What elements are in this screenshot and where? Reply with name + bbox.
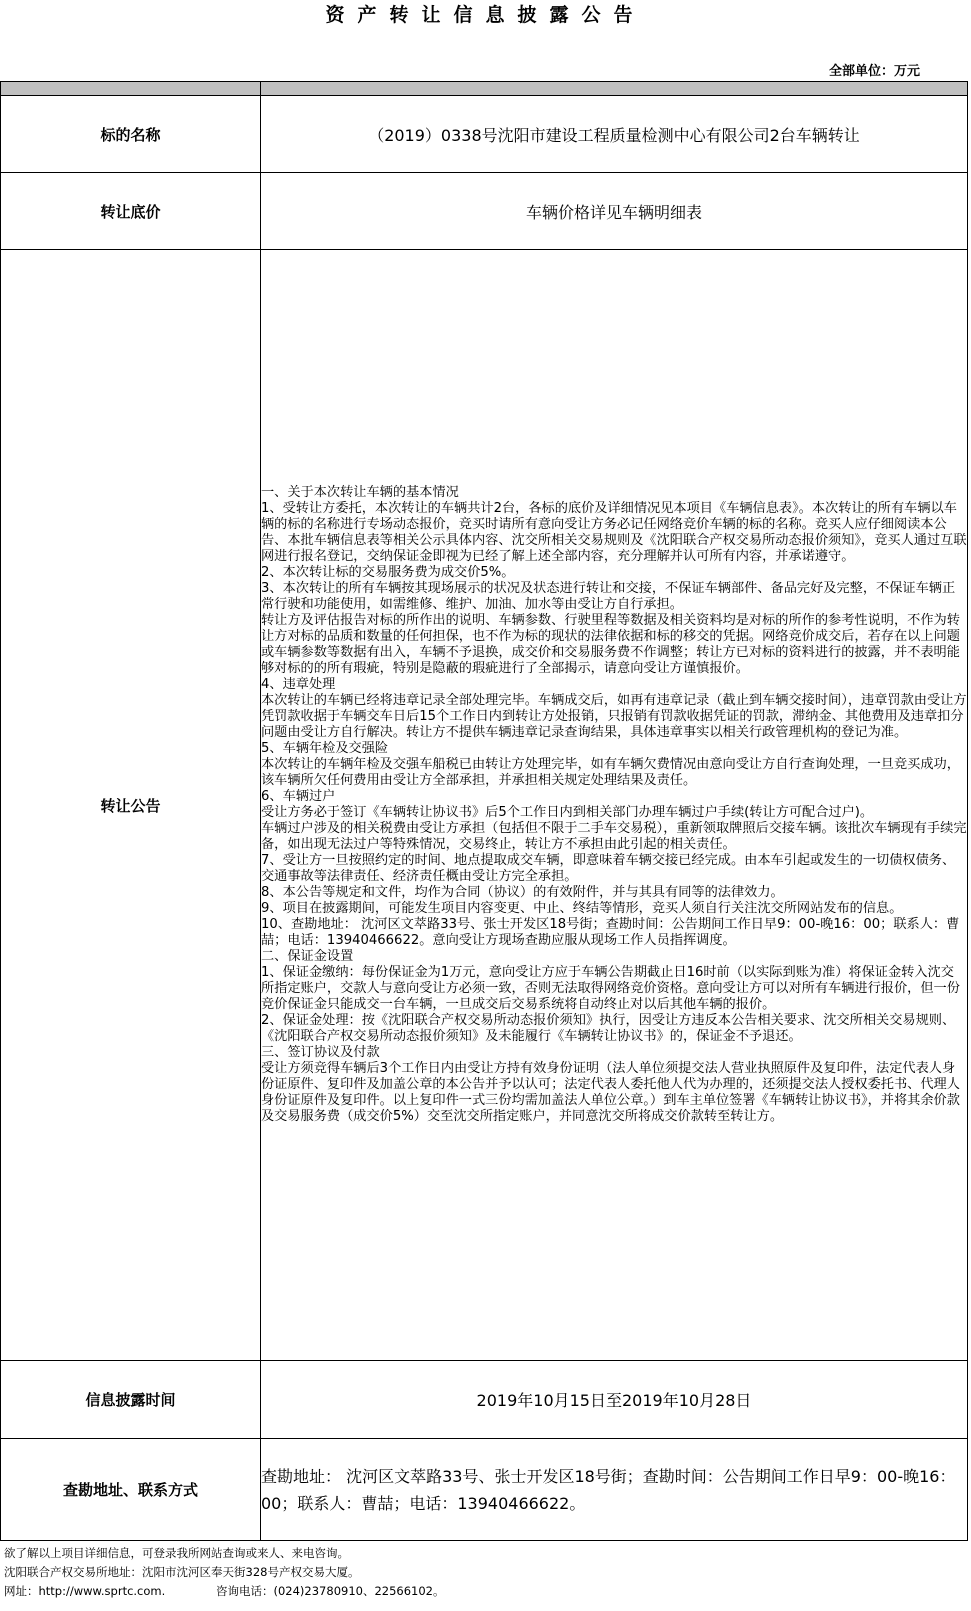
notice-paragraph: 7、受让方一旦按照约定的时间、地点提取成交车辆，即意味着车辆交接已经完成。由本车引起或发生的一切债权债务、交通事故等法律责任、经济责任概由受让方完全承担。 (261, 853, 956, 884)
notice-paragraph: 1、受转让方委托，本次转让的车辆共计2台，各标的底价及详细情况见本项目《车辆信息表》。本次转让的所有车辆以车辆的标的名称进行专场动态报价，竞买时请所有意向受让方务必记任网络竞价车辆的标的名称。竞买人应仔细阅读本公告、本批车辆信息表等相关公示具体内容、沈交所相关交易规则及《沈阳联合产权交易所动态报价须知》，竞买人通过互联网进行报名登记，交纳保证金即视为已经了解上述全部内容，充分理解并认可所有内容，并承诺遵守。 (261, 501, 967, 564)
header-band-left (1, 82, 261, 96)
notice-paragraph: 本次转让的车辆已经将违章记录全部处理完毕。车辆成交后，如再有违章记录（截止到车辆交接时间），违章罚款由受让方凭罚款收据于车辆交车日后15个工作日内到转让方处报销，只报销有罚款收据凭证的罚款，滞纳金、其他费用及违章扣分问题由受让方自行解决。转让方不提供车辆违章记录查询结果，具体违章事实以相关行政管理机构的登记为准。 (261, 693, 967, 740)
notice-paragraph: 受让方须竞得车辆后3个工作日内由受让方持有效身份证明（法人单位须提交法人营业执照原件及复印件，法定代表人身份证原件、复印件及加盖公章的本公告并予以认可；法定代表人委托他人代为办理的，还须提交法人授权委托书、代理人身份证原件及复印件。以上复印件一式三份均需加盖法人单位公章。）到车主单位签署《车辆转让协议书》，并将其余价款及交易服务费（成交价5%）交至沈交所指定账户，并同意沈交所将成交价款转至转让方。 (261, 1061, 960, 1124)
notice-paragraph: 9、项目在披露期间，可能发生项目内容变更、中止、终结等情形，竞买人须自行关注沈交所网站发布的信息。 (261, 901, 903, 916)
period-label: 信息披露时间 (1, 1361, 261, 1439)
contact-label: 查勘地址、联系方式 (1, 1439, 261, 1541)
notice-paragraph: 5、车辆年检及交强险 (261, 741, 389, 756)
footer-website: 网址：http://www.sprtc.com. (4, 1584, 166, 1598)
footer-info (4, 1544, 445, 1601)
header-band-right (261, 82, 968, 96)
subject-value: （2019）0338号沈阳市建设工程质量检测中心有限公司2台车辆转让 (261, 96, 968, 173)
notice-paragraph: 3、本次转让的所有车辆按其现场展示的状况及状态进行转让和交接，不保证车辆部件、备品完好及完整，不保证车辆正常行驶和功能使用，如需维修、维护、加油、加水等由受让方自行承担。 (261, 581, 956, 612)
notice-paragraph: 三、签订协议及付款 (261, 1045, 380, 1060)
row-contact (1, 1439, 968, 1541)
notice-paragraph: 二、保证金设置 (261, 949, 354, 964)
footer-phone: 咨询电话：(024)23780910、22566102。 (216, 1584, 445, 1598)
subject-label: 标的名称 (1, 96, 261, 173)
notice-paragraph: 1、保证金缴纳：每份保证金为1万元，意向受让方应于车辆公告期截止日16时前（以实际到账为准）将保证金转入沈交所指定账户，交款人与意向受让方必须一致，否则无法取得网络竞价资格。意向受让方可以对所有车辆进行报价，但一份竞价保证金只能成交一台车辆，一旦成交后交易系统将自动终止对以后其他车辆的报价。 (261, 965, 960, 1012)
notice-paragraph: 2、保证金处理：按《沈阳联合产权交易所动态报价须知》执行，因受让方违反本公告相关要求、沈交所相关交易规则、《沈阳联合产权交易所动态报价须知》及未能履行《车辆转让协议书》的，保证金不予退还。 (261, 1013, 956, 1044)
unit-note: 全部单位：万元 (828, 64, 920, 79)
page-title: 资产转让信息披露公告 (325, 4, 646, 26)
price-label: 转让底价 (1, 173, 261, 250)
header-band (1, 82, 968, 96)
period-value: 2019年10月15日至2019年10月28日 (261, 1361, 968, 1439)
row-period (1, 1361, 968, 1439)
footer-line-address: 沈阳联合产权交易所地址：沈阳市沈河区奉天街328号产权交易大厦。 (4, 1565, 360, 1579)
notice-paragraph: 6、车辆过户 (261, 789, 336, 804)
notice-content (261, 250, 968, 1361)
price-value: 车辆价格详见车辆明细表 (261, 173, 968, 250)
disclosure-table (0, 81, 968, 1541)
notice-paragraph: 4、违章处理 (261, 677, 336, 692)
notice-paragraph: 10、查勘地址： 沈河区文萃路33号、张士开发区18号街；查勘时间：公告期间工作日早9：00-晚16：00；联系人：曹喆；电话：13940466622。意向受让方现场查勘应服从现场工作人员指挥调度。 (261, 917, 960, 948)
contact-value: 查勘地址： 沈河区文萃路33号、张士开发区18号街；查勘时间：公告期间工作日早9：00-晚16：00；联系人：曹喆；电话：13940466622。 (261, 1439, 968, 1541)
notice-label: 转让公告 (1, 250, 261, 1361)
footer-line-info: 欲了解以上项目详细信息，可登录我所网站查询或来人、来电咨询。 (4, 1546, 349, 1560)
notice-paragraph: 8、本公告等规定和文件，均作为合同（协议）的有效附件，并与其具有同等的法律效力。 (261, 885, 784, 900)
row-price (1, 173, 968, 250)
notice-paragraph: 受让方务必于签订《车辆转让协议书》后5个工作日内到相关部门办理车辆过户手续(转让方可配合过户)。 (261, 805, 874, 820)
row-subject (1, 96, 968, 173)
notice-paragraph: 2、本次转让标的交易服务费为成交价5%。 (261, 565, 515, 580)
notice-paragraph: 车辆过户涉及的相关税费由受让方承担（包括但不限于二手车交易税），重新领取牌照后交接车辆。该批次车辆现有手续完备，如出现无法过户等特殊情况，交易终止，转让方不承担由此引起的相关责任。 (261, 821, 967, 852)
notice-paragraph: 本次转让的车辆年检及交强车船税已由转让方处理完毕，如有车辆欠费情况由意向受让方自行查询处理，一旦竞买成功，该车辆所欠任何费用由受让方全部承担，并承担相关规定处理结果及责任。 (261, 757, 960, 788)
notice-paragraph: 一、关于本次转让车辆的基本情况 (261, 485, 459, 500)
notice-paragraph: 转让方及评估报告对标的所作出的说明、车辆参数、行驶里程等数据及相关资料均是对标的所作的参考性说明，不作为转让方对标的品质和数量的任何担保，也不作为标的现状的法律依据和标的移交的凭据。网络竞价成交后，若存在以上问题或车辆参数等数据有出入，车辆不予退换，成交价和交易服务费不作调整；转让方已对标的资料进行的披露，并不表明能够对标的的所有瑕疵，特别是隐蔽的瑕疵进行了全部揭示，请意向受让方谨慎报价。 (261, 613, 960, 676)
footer-line-web (4, 1582, 445, 1601)
row-notice (1, 250, 968, 1361)
